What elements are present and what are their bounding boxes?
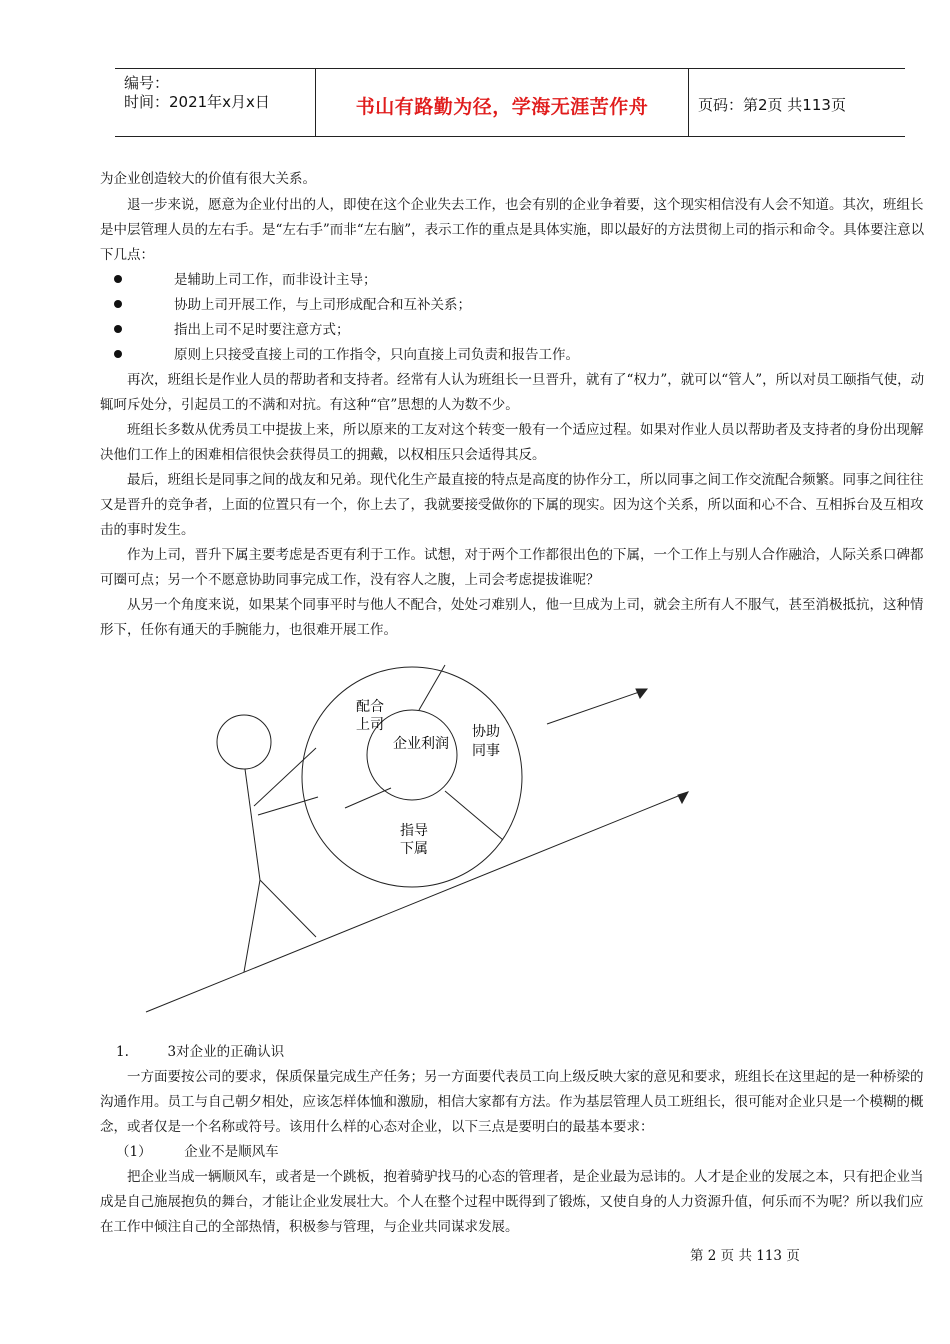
figure-arm xyxy=(258,797,318,815)
figure-leg xyxy=(260,880,316,937)
paragraph: 退一步来说，愿意为企业付出的人，即使在这个企业失去工作，也会有别的企业争着要，这个现实相信没有人会不知道。其次，班组长是中层管理人员的左右手。是“左右手”而非“左右脑”，表示工作的重点是具体实施，即以最好的方法贯彻上司的指示和命令。具体要注意以下几点： xyxy=(100,197,925,263)
header-number: 编号： xyxy=(124,74,170,92)
label-center: 企业利润 xyxy=(393,736,449,752)
paragraph: 班组长多数从优秀员工中提拔上来，所以原来的工友对这个转变一般有一个适应过程。如果对作业人员以帮助者及支持者的身份出现解决他们工作上的困难相信很快会获得员工的拥戴，以权相压只会适得其反。 xyxy=(100,422,924,463)
label-assist-line2: 同事 xyxy=(472,743,500,759)
subsection-title: 企业不是顺风车 xyxy=(184,1144,279,1160)
subsection-heading xyxy=(116,1140,279,1165)
figure-arm xyxy=(254,748,316,806)
figure-body xyxy=(245,769,260,880)
paragraph: 最后，班组长是同事之间的战友和兄弟。现代化生产最直接的特点是高度的协作分工，所以同事之间工作交流配合频繁。同事之间往往又是晋升的竞争者，上面的位置只有一个，你上去了，我就要接受做你的下属的现实。因为这个关系，所以面和心不合、互相拆台及互相攻击的事时发生。 xyxy=(100,472,924,538)
slope-arrow-icon xyxy=(678,792,688,803)
spoke xyxy=(345,788,391,808)
bullet-item: 指出上司不足时要注意方式； xyxy=(114,318,350,343)
section-title: 3对企业的正确认识 xyxy=(167,1044,285,1060)
spoke xyxy=(445,791,503,840)
direction-arrow-icon xyxy=(636,689,647,698)
label-cooperate-line2: 上司 xyxy=(356,717,384,733)
label-cooperate-line1: 配合 xyxy=(356,699,384,715)
direction-line xyxy=(547,690,645,724)
header-time: 时间：2021年x月x日 xyxy=(124,93,270,111)
spoke xyxy=(419,665,445,710)
paragraph: 再次，班组长是作业人员的帮助者和支持者。经常有人认为班组长一旦晋升，就有了“权力”，就可以“管人”，所以对员工颐指气使，动辄呵斥处分，引起员工的不满和对抗。有这种“官”思想的人为数不少。 xyxy=(100,372,925,413)
header-page-number: 页码：第2页 共113页 xyxy=(698,96,846,114)
paragraph: 一方面要按公司的要求，保质保量完成生产任务；另一方面要代表员工向上级反映大家的意见和要求，班组长在这里起的是一种桥梁的沟通作用。员工与自己朝夕相处，应该怎样体恤和激励，相信大家都有方法。作为基层管理人员工班组长，很可能对企业只是一个模糊的概念，或者仅是一个名称或符号。该用什么样的心态对企业，以下三点是要明白的最基本要求： xyxy=(100,1069,924,1135)
figure-head xyxy=(217,715,271,769)
subsection-number: （1） xyxy=(116,1144,152,1160)
paragraph: 作为上司，晋升下属主要考虑是否更有利于工作。试想，对于两个工作都很出色的下属，一个工作上与别人合作融洽，人际关系口碑都可圈可点；另一个不愿意协助同事完成工作，没有容人之腹，上司会考虑提拔谁呢？ xyxy=(100,547,924,588)
bullet-item: 协助上司开展工作，与上司形成配合和互补关系； xyxy=(114,293,471,318)
section-heading xyxy=(116,1040,284,1065)
paragraph: 从另一个角度来说，如果某个同事平时与他人不配合，处处刁难别人，他一旦成为上司，就会主所有人不服气，甚至消极抵抗，这种情形下，任你有通天的手腕能力，也很难开展工作。 xyxy=(100,597,924,638)
paragraph: 为企业创造较大的价值有很大关系。 xyxy=(100,171,316,187)
figure-leg xyxy=(244,880,260,972)
page-footer: 第 2 页 共 113 页 xyxy=(690,1248,800,1264)
paragraph: 把企业当成一辆顺风车，或者是一个跳板，抱着骑驴找马的心态的管理者，是企业最为忌讳的。人才是企业的发展之本，只有把企业当成是自己施展抱负的舞台，才能让企业发展壮大。个人在整个过程中既得到了锻炼，又使自身的人力资源升值，何乐而不为呢？所以我们应在工作中倾注自己的全部热情，积极参与管理，与企业共同谋求发展。 xyxy=(100,1169,924,1235)
label-guide-line2: 下属 xyxy=(400,841,428,857)
bullet-item: 原则上只接受直接上司的工作指令，只向直接上司负责和报告工作。 xyxy=(114,343,579,368)
label-assist-line1: 协助 xyxy=(472,724,500,740)
header-motto: 书山有路勤为径，学海无涯苦作舟 xyxy=(355,96,649,118)
section-number: 1. xyxy=(116,1044,129,1060)
bullet-item: 是辅助上司工作，而非设计主导； xyxy=(114,268,377,293)
label-guide-line1: 指导 xyxy=(400,823,428,839)
